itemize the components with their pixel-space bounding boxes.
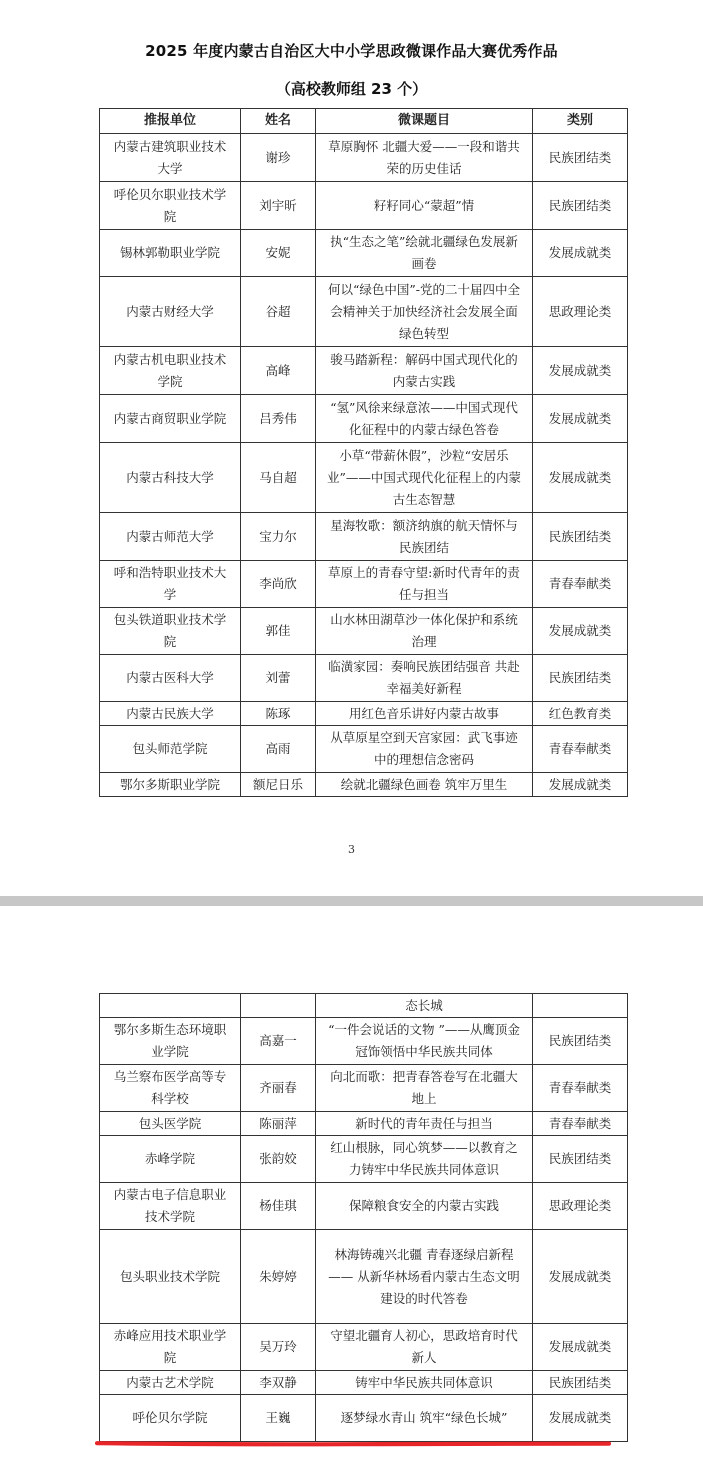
cell-topic: 林海铸魂兴北疆 青春逐绿启新程 —— 从新华林场看内蒙古生态文明建设的时代答卷 [316,1230,533,1324]
cell-unit: 内蒙古电子信息职业技术学院 [100,1183,241,1230]
table-row [100,1018,628,1065]
cell-unit: 内蒙古师范大学 [100,513,241,561]
cell-topic: 铸牢中华民族共同体意识 [316,1371,533,1395]
header-name: 姓名 [241,109,316,134]
cell-name: 高雨 [241,726,316,773]
cell-category: 发展成就类 [533,773,628,797]
table-row [100,1371,628,1395]
cell-unit: 赤峰学院 [100,1136,241,1183]
cell-name: 朱婷婷 [241,1230,316,1324]
cell-topic: 逐梦绿水青山 筑牢“绿色长城” [316,1395,533,1442]
cell-unit: 包头师范学院 [100,726,241,773]
cell-name: 李尚欣 [241,561,316,608]
table-row [100,1324,628,1371]
cell-topic: 态长城 [316,994,533,1018]
table-header-row [100,109,628,134]
cell-name: 额尼日乐 [241,773,316,797]
cell-category: 民族团结类 [533,655,628,702]
table-row [100,773,628,797]
cell-topic: 小草“带薪休假”，沙粒“安居乐业”——中国式现代化征程上的内蒙古生态智慧 [316,443,533,513]
cell-topic: 籽籽同心“蒙超”情 [316,182,533,230]
page-number: 3 [348,843,355,856]
cell-name: 杨佳琪 [241,1183,316,1230]
document-subtitle: （高校教师组 23 个） [275,80,428,98]
table-row [100,655,628,702]
cell-name: 王巍 [241,1395,316,1442]
header-unit: 推报单位 [100,109,241,134]
cell-name: 高嘉一 [241,1018,316,1065]
cell-topic: 草原胸怀 北疆大爱——一段和谐共荣的历史佳话 [316,134,533,182]
cell-topic: 用红色音乐讲好内蒙古故事 [316,702,533,726]
table-row [100,608,628,655]
header-category: 类别 [533,109,628,134]
table-row [100,1065,628,1112]
cell-unit: 包头铁道职业技术学院 [100,608,241,655]
cell-category: 思政理论类 [533,1183,628,1230]
cell-category: 青春奉献类 [533,1065,628,1112]
cell-category: 发展成就类 [533,1395,628,1442]
cell-category: 发展成就类 [533,443,628,513]
cell-topic: “氢”风徐来绿意浓——中国式现代化征程中的内蒙古绿色答卷 [316,395,533,443]
cell-category: 发展成就类 [533,230,628,277]
cell-name: 马自超 [241,443,316,513]
cell-name: 谷超 [241,277,316,347]
cell-category: 民族团结类 [533,134,628,182]
cell-category: 青春奉献类 [533,726,628,773]
document-title: 2025 年度内蒙古自治区大中小学思政微课作品大赛优秀作品 [145,42,558,60]
cell-topic: 红山根脉，同心筑梦——以教育之力铸牢中华民族共同体意识 [316,1136,533,1183]
cell-category: 民族团结类 [533,1018,628,1065]
table-row [100,347,628,395]
cell-category: 发展成就类 [533,347,628,395]
cell-unit: 赤峰应用技术职业学院 [100,1324,241,1371]
table-row [100,513,628,561]
cell-category: 发展成就类 [533,608,628,655]
cell-name: 安妮 [241,230,316,277]
cell-topic: “一件会说话的文物 ”——从鹰顶金冠饰领悟中华民族共同体 [316,1018,533,1065]
awards-table-page-1 [99,108,628,797]
table-row [100,1112,628,1136]
cell-topic: 从草原星空到天宫家园：武飞事迹中的理想信念密码 [316,726,533,773]
table-row [100,1230,628,1324]
cell-category: 青春奉献类 [533,561,628,608]
cell-name: 高峰 [241,347,316,395]
cell-name: 吴万玲 [241,1324,316,1371]
cell-topic: 山水林田湖草沙一体化保护和系统治理 [316,608,533,655]
table-row [100,277,628,347]
cell-category: 发展成就类 [533,395,628,443]
cell-unit [100,994,241,1018]
table-row [100,726,628,773]
cell-topic: 执“生态之笔”绘就北疆绿色发展新画卷 [316,230,533,277]
cell-unit: 内蒙古医科大学 [100,655,241,702]
cell-unit: 锡林郭勒职业学院 [100,230,241,277]
cell-topic: 星海牧歌：额济纳旗的航天情怀与民族团结 [316,513,533,561]
cell-name: 刘蕾 [241,655,316,702]
cell-name: 郭佳 [241,608,316,655]
table-row [100,395,628,443]
cell-unit: 内蒙古民族大学 [100,702,241,726]
cell-topic: 骏马踏新程：解码中国式现代化的内蒙古实践 [316,347,533,395]
table-row [100,1395,628,1442]
cell-unit: 呼和浩特职业技术大学 [100,561,241,608]
cell-unit: 内蒙古艺术学院 [100,1371,241,1395]
cell-name: 陈丽萍 [241,1112,316,1136]
cell-name: 刘宇昕 [241,182,316,230]
cell-name: 谢珍 [241,134,316,182]
cell-category: 发展成就类 [533,1230,628,1324]
cell-topic: 临潢家园：奏响民族团结强音 共赴幸福美好新程 [316,655,533,702]
cell-topic: 何以“绿色中国”-党的二十届四中全会精神关于加快经济社会发展全面绿色转型 [316,277,533,347]
table-row [100,994,628,1018]
page-separator [0,896,703,906]
table-row [100,1136,628,1183]
cell-topic: 草原上的青春守望:新时代青年的责任与担当 [316,561,533,608]
cell-unit: 鄂尔多斯生态环境职业学院 [100,1018,241,1065]
cell-unit: 鄂尔多斯职业学院 [100,773,241,797]
cell-unit: 内蒙古商贸职业学院 [100,395,241,443]
cell-category: 思政理论类 [533,277,628,347]
header-topic: 微课题目 [316,109,533,134]
cell-name: 李双静 [241,1371,316,1395]
cell-unit: 内蒙古建筑职业技术大学 [100,134,241,182]
cell-category: 民族团结类 [533,1371,628,1395]
cell-category: 发展成就类 [533,1324,628,1371]
cell-topic: 向北而歌：把青春答卷写在北疆大地上 [316,1065,533,1112]
cell-name: 宝力尔 [241,513,316,561]
cell-unit: 包头职业技术学院 [100,1230,241,1324]
cell-name: 张韵姣 [241,1136,316,1183]
cell-unit: 内蒙古科技大学 [100,443,241,513]
table-row [100,561,628,608]
table-row [100,702,628,726]
cell-topic: 绘就北疆绿色画卷 筑牢万里生 [316,773,533,797]
table-row [100,443,628,513]
cell-category: 民族团结类 [533,1136,628,1183]
cell-name: 陈琢 [241,702,316,726]
table-row [100,134,628,182]
cell-unit: 乌兰察布医学高等专科学校 [100,1065,241,1112]
cell-unit: 内蒙古机电职业技术学院 [100,347,241,395]
cell-name [241,994,316,1018]
cell-unit: 呼伦贝尔学院 [100,1395,241,1442]
awards-table-page-2 [99,993,628,1442]
cell-name: 吕秀伟 [241,395,316,443]
cell-name: 齐丽春 [241,1065,316,1112]
cell-unit: 内蒙古财经大学 [100,277,241,347]
cell-category: 红色教育类 [533,702,628,726]
cell-topic: 新时代的青年责任与担当 [316,1112,533,1136]
cell-category [533,994,628,1018]
cell-topic: 保障粮食安全的内蒙古实践 [316,1183,533,1230]
cell-topic: 守望北疆育人初心，思政培育时代新人 [316,1324,533,1371]
cell-unit: 呼伦贝尔职业技术学院 [100,182,241,230]
cell-unit: 包头医学院 [100,1112,241,1136]
cell-category: 民族团结类 [533,513,628,561]
table-row [100,1183,628,1230]
table-row [100,230,628,277]
cell-category: 民族团结类 [533,182,628,230]
table-row [100,182,628,230]
cell-category: 青春奉献类 [533,1112,628,1136]
